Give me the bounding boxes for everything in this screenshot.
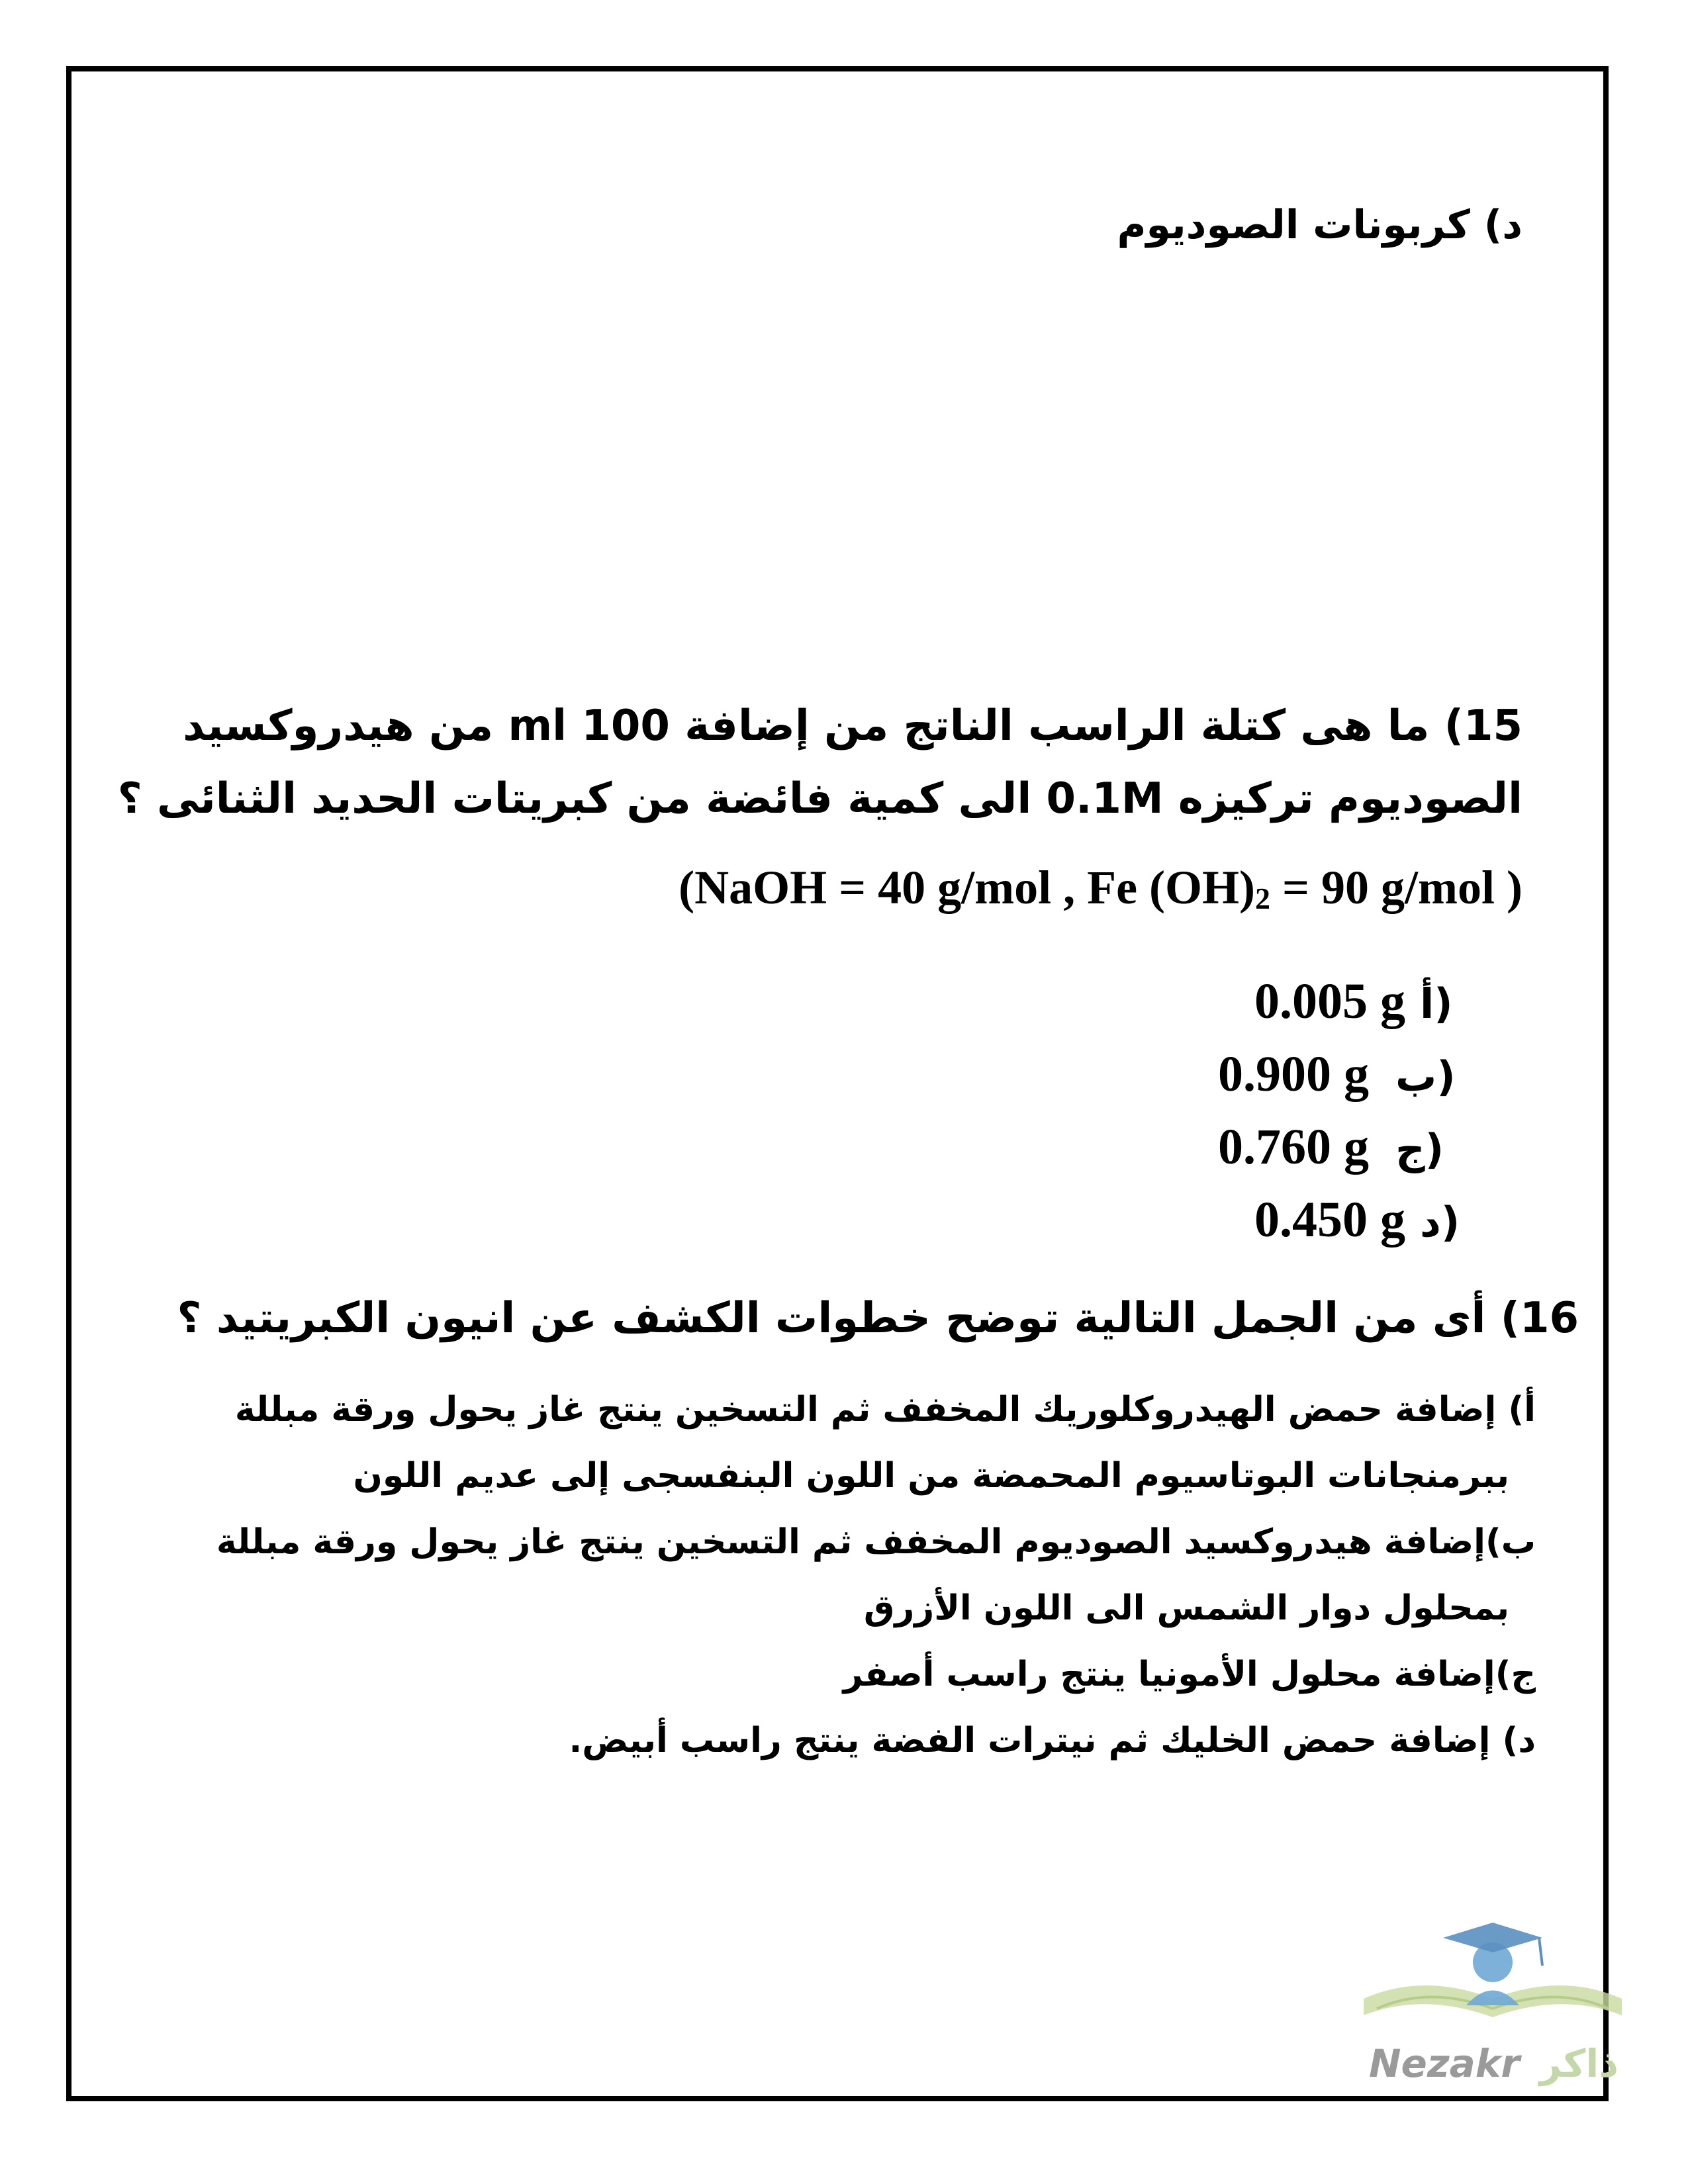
- q15-choice-b[interactable]: [1218, 1046, 1456, 1103]
- q16-option-a-line-2: ببرمنجانات البوتاسيوم المحمضة من اللون البنفسجى إلى عديم اللون: [353, 1456, 1509, 1496]
- choice-value: 0.900 g: [1218, 1046, 1369, 1102]
- choice-label: أ): [1420, 979, 1453, 1028]
- nezakr-logo: [1350, 1899, 1635, 2098]
- choice-label: ج): [1395, 1125, 1444, 1173]
- q16-option-a-line-1[interactable]: أ) إضافة حمض الهيدروكلوريك المخفف ثم التسخين ينتج غاز يحول ورقة مبللة: [234, 1390, 1536, 1430]
- svg-text:ذاكر: ذاكر: [1539, 2041, 1618, 2086]
- q16-option-d[interactable]: د) إضافة حمض الخليك ثم نيترات الفضة ينتج راسب أبيض.: [569, 1721, 1536, 1760]
- q15-choice-c[interactable]: [1218, 1118, 1444, 1176]
- question-15-line-2: الصوديوم تركيزه 0.1M الى كمية فائضة من كبريتات الحديد الثنائى ؟: [117, 774, 1523, 823]
- question-16: 16) أى من الجمل التالية توضح خطوات الكشف عن انيون الكبريتيد ؟: [177, 1294, 1579, 1343]
- q16-option-b-line-2: بمحلول دوار الشمس الى اللون الأزرق: [863, 1588, 1509, 1628]
- choice-value: 0.760 g: [1218, 1119, 1369, 1175]
- molar-mass-formula: (NaOH = 40 g/mol , Fe $(OH)_2 = 90$ g/mol ): [679, 861, 1523, 915]
- choice-label: ب): [1395, 1052, 1456, 1101]
- q15-choice-d[interactable]: [1254, 1191, 1460, 1249]
- svg-text:Nezakr: Nezakr: [1369, 2041, 1520, 2086]
- choice-value: 0.450 g: [1254, 1192, 1405, 1248]
- question-15-line-1: 15) ما هى كتلة الراسب الناتج من إضافة 100 ml من هيدروكسيد: [183, 702, 1523, 751]
- q16-option-c[interactable]: ج)إضافة محلول الأمونيا ينتج راسب أصفر: [843, 1655, 1536, 1694]
- previous-question-option-d: د) كربونات الصوديوم: [1117, 202, 1523, 248]
- graduation-cap-icon: [1443, 1923, 1542, 1952]
- choice-label: د): [1420, 1198, 1460, 1246]
- q15-choice-a[interactable]: [1254, 973, 1453, 1030]
- q16-option-b-line-1[interactable]: ب)إضافة هيدروكسيد الصوديوم المخفف ثم التسخين ينتج غاز يحول ورقة مبللة: [216, 1522, 1536, 1562]
- choice-value: 0.005 g: [1254, 974, 1405, 1029]
